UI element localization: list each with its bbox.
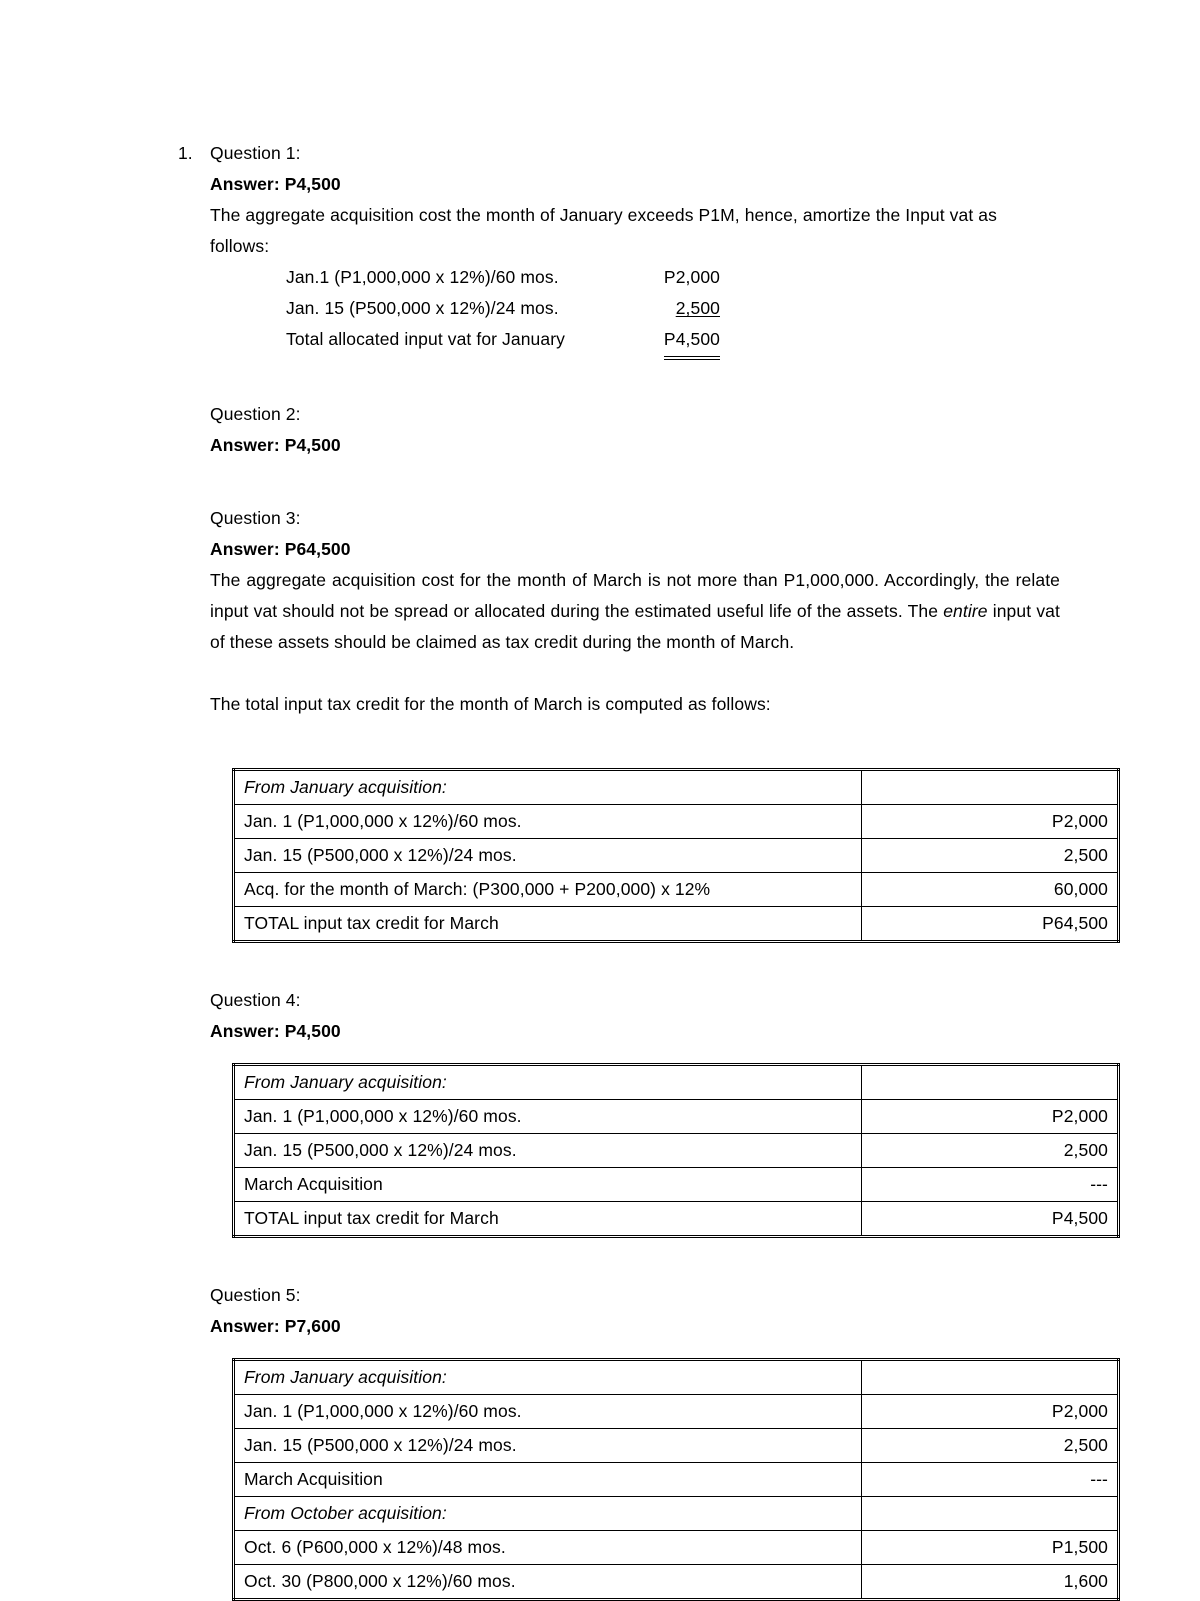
question-1-computation [286,262,1060,357]
question-5-table [232,1358,1120,1601]
spacer [210,1342,1060,1358]
computation-value [608,293,720,324]
table-cell-description: From January acquisition: [234,770,862,805]
question-3-title: Question 3: [210,508,301,528]
table-row [234,839,1119,873]
table-cell-amount: 60,000 [862,873,1119,907]
table-cell-description: March Acquisition [234,1168,862,1202]
table-cell-description: Jan. 15 (P500,000 x 12%)/24 mos. [234,1429,862,1463]
table-row [234,1497,1119,1531]
table-cell-amount: 1,600 [862,1565,1119,1600]
list-marker: 1. [178,143,193,163]
table-cell-description: Jan. 15 (P500,000 x 12%)/24 mos. [234,839,862,873]
table-row [234,1065,1119,1100]
question-1-answer: Answer: P4,500 [210,174,341,194]
question-3-explanation [210,565,1060,658]
question-3-answer: Answer: P64,500 [210,539,351,559]
table-row [234,1168,1119,1202]
table-row [234,1100,1119,1134]
computation-label: Jan. 15 (P500,000 x 12%)/24 mos. [286,298,559,318]
table-cell-amount [862,1360,1119,1395]
table-cell-description: TOTAL input tax credit for March [234,907,862,942]
table-cell-amount: 2,500 [862,839,1119,873]
table-row [234,770,1119,805]
question-3-table [232,768,1120,943]
computation-row [286,262,1060,293]
table-cell-amount: P64,500 [862,907,1119,942]
question-1-block [178,138,1108,1601]
computation-value-text: P4,500 [664,324,720,357]
table-cell-description: From January acquisition: [234,1065,862,1100]
table-cell-description: TOTAL input tax credit for March [234,1202,862,1237]
computation-value [608,324,720,357]
table-cell-amount: P2,000 [862,1100,1119,1134]
table-cell-amount [862,770,1119,805]
question-5-title: Question 5: [210,1285,301,1305]
table-cell-description: Jan. 1 (P1,000,000 x 12%)/60 mos. [234,1395,862,1429]
question-4-table [232,1063,1120,1238]
spacer [210,658,1060,689]
table-row [234,1395,1119,1429]
table-cell-amount: 2,500 [862,1134,1119,1168]
table-row [234,1202,1119,1237]
table-row [234,907,1119,942]
computation-row [286,293,1060,324]
document-content [178,138,1108,1601]
table-cell-description: March Acquisition [234,1463,862,1497]
table-row [234,1360,1119,1395]
question-1-title: Question 1: [210,143,301,163]
spacer [210,357,1060,399]
table-cell-amount: --- [862,1463,1119,1497]
computation-row [286,324,1060,357]
computation-label: Total allocated input vat for January [286,329,565,349]
question-2-answer: Answer: P4,500 [210,435,341,455]
table-cell-description: Oct. 6 (P600,000 x 12%)/48 mos. [234,1531,862,1565]
question-1-explanation: The aggregate acquisition cost the month of January exceeds P1M, hence, amortize the Input vat as follows: [210,205,997,256]
table-row [234,1565,1119,1600]
spacer [210,461,1060,503]
table-cell-amount: P4,500 [862,1202,1119,1237]
question-3-lead-in: The total input tax credit for the month of March is computed as follows: [210,694,771,714]
table-cell-amount: P2,000 [862,1395,1119,1429]
explanation-emphasis: entire [943,601,988,621]
table-cell-amount [862,1497,1119,1531]
question-3-table-wrap [210,768,1108,943]
spacer [210,1238,1060,1280]
table-cell-description: From January acquisition: [234,1360,862,1395]
table-row [234,1134,1119,1168]
table-cell-description: Jan. 1 (P1,000,000 x 12%)/60 mos. [234,805,862,839]
question-4-title: Question 4: [210,990,301,1010]
table-cell-description: Oct. 30 (P800,000 x 12%)/60 mos. [234,1565,862,1600]
spacer [210,1047,1060,1063]
table-row [234,873,1119,907]
table-row [234,805,1119,839]
question-5-table-wrap [210,1358,1108,1601]
computation-value [608,262,720,293]
table-row [234,1531,1119,1565]
explanation-text-part2: input vat of these assets should be claimed as tax credit during the month of March. [210,601,1060,652]
table-cell-amount: P2,000 [862,805,1119,839]
table-row [234,1429,1119,1463]
table-cell-amount [862,1065,1119,1100]
table-cell-amount: 2,500 [862,1429,1119,1463]
table-cell-description: Acq. for the month of March: (P300,000 + P200,000) x 12% [234,873,862,907]
question-2-title: Question 2: [210,404,301,424]
spacer [210,943,1060,985]
computation-value-text: 2,500 [675,298,720,318]
computation-value-text: P2,000 [663,267,720,287]
question-4-answer: Answer: P4,500 [210,1021,341,1041]
explanation-text-part1: The aggregate acquisition cost for the month of March is not more than P1,000,000. Accordingly, the relate input vat should not be spread or allocated during the estimated useful life of the assets. The [210,570,1060,621]
table-cell-amount: --- [862,1168,1119,1202]
table-cell-description: From October acquisition: [234,1497,862,1531]
table-row [234,1463,1119,1497]
question-5-answer: Answer: P7,600 [210,1316,341,1336]
table-cell-description: Jan. 1 (P1,000,000 x 12%)/60 mos. [234,1100,862,1134]
computation-label: Jan.1 (P1,000,000 x 12%)/60 mos. [286,267,559,287]
spacer [210,720,1060,768]
table-cell-description: Jan. 15 (P500,000 x 12%)/24 mos. [234,1134,862,1168]
table-cell-amount: P1,500 [862,1531,1119,1565]
question-4-table-wrap [210,1063,1108,1238]
